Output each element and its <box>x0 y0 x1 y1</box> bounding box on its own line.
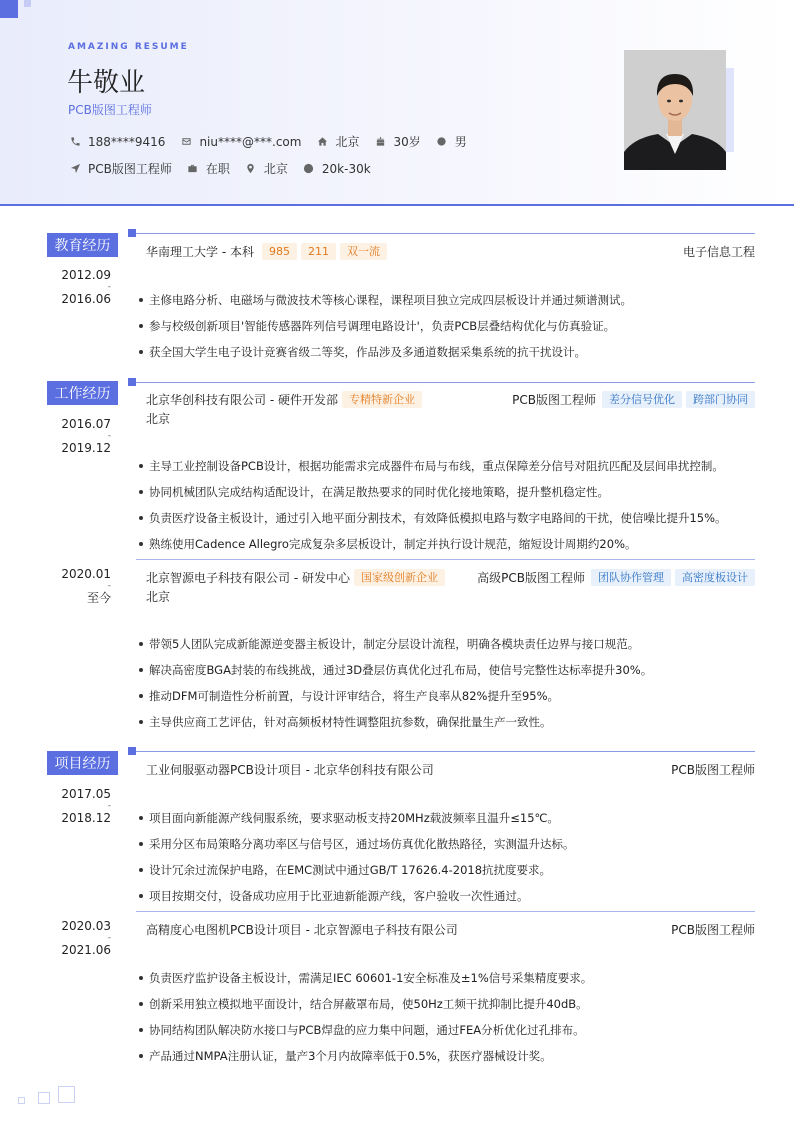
candidate-title: PCB版图工程师 <box>68 103 152 117</box>
project-entry-header <box>146 921 755 938</box>
work-dates <box>61 567 111 605</box>
list-item: 负责医疗监护设备主板设计，需满足IEC 60601-1安全标准及±1%信号采集精度要求。 <box>138 971 758 997</box>
work-dates <box>61 417 111 455</box>
section-marker <box>128 229 136 237</box>
major: 电子信息工程 <box>682 245 755 259</box>
project-bullets <box>138 971 758 1075</box>
company-name: 北京华创科技有限公司 - 硬件开发部 <box>146 393 338 407</box>
list-item: 主导工业控制设备PCB设计，根据功能需求完成器件布局与布线，重点保障差分信号对阻抗匹配及层间串扰控制。 <box>138 459 758 485</box>
footer-decoration <box>38 1092 50 1104</box>
project-bullets <box>138 811 758 915</box>
job-role: PCB版图工程师 <box>512 393 596 407</box>
company-tag: 国家级创新企业 <box>354 569 445 586</box>
home-icon <box>315 135 329 149</box>
list-item: 主修电路分析、电磁场与微波技术等核心课程，课程项目独立完成四层板设计并通过频谱测试。 <box>138 293 758 319</box>
list-item: 采用分区布局策略分离功率区与信号区，通过场仿真优化散热路径，实测温升达标。 <box>138 837 758 863</box>
school-tag: 211 <box>301 243 336 260</box>
email-text: niu****@***.com <box>199 134 302 149</box>
section-title-education: 教育经历 <box>47 233 118 257</box>
end-date: 2018.12 <box>61 811 111 825</box>
end-date: 2021.06 <box>61 943 111 957</box>
date-separator: - <box>107 933 111 943</box>
list-item: 推动DFM可制造性分析前置，与设计评审结合，将生产良率从82%提升至95%。 <box>138 689 758 715</box>
work-bullets <box>138 459 758 563</box>
target-city-info <box>244 160 288 177</box>
phone-icon <box>68 135 82 149</box>
company-name: 北京智源电子科技有限公司 - 研发中心 <box>146 571 350 585</box>
phone-text: 188****9416 <box>88 134 166 149</box>
target-city-text: 北京 <box>263 162 288 176</box>
project-dates <box>61 919 111 957</box>
city-text: 北京 <box>335 135 360 149</box>
email-info <box>179 135 301 149</box>
resume-eyebrow: AMAZING RESUME <box>68 42 189 52</box>
salary-info <box>302 162 371 176</box>
end-date: 至今 <box>86 591 111 605</box>
project-dates <box>61 787 111 825</box>
entry-divider <box>136 559 755 560</box>
list-item: 项目按期交付，设备成功应用于比亚迪新能源产线，客户验收一次性通过。 <box>138 889 758 915</box>
phone-info <box>68 135 165 149</box>
skill-tag: 差分信号优化 <box>602 391 682 408</box>
send-icon <box>68 162 82 176</box>
section-title-work: 工作经历 <box>47 381 118 405</box>
start-date: 2020.01 <box>61 567 111 581</box>
briefcase-icon <box>186 162 200 176</box>
date-separator: - <box>107 581 111 591</box>
city-info <box>315 133 359 150</box>
date-separator: - <box>107 431 111 441</box>
school-name: 华南理工大学 - 本科 <box>146 245 254 259</box>
age-info <box>373 133 420 150</box>
corner-decoration <box>0 0 18 18</box>
start-date: 2016.07 <box>61 417 111 431</box>
gender-info <box>435 133 467 150</box>
list-item: 带领5人团队完成新能源逆变器主板设计，制定分层设计流程，明确各模块责任边界与接口规范。 <box>138 637 758 663</box>
list-item: 设计冗余过流保护电路，在EMC测试中通过GB/T 17626.4-2018抗扰度要求。 <box>138 863 758 889</box>
list-item: 协同结构团队解决防水接口与PCB焊盘的应力集中问题，通过FEA分析优化过孔排布。 <box>138 1023 758 1049</box>
mail-icon <box>179 135 193 149</box>
project-role: PCB版图工程师 <box>671 923 755 937</box>
work-bullets <box>138 637 758 741</box>
section-divider <box>136 382 755 383</box>
list-item: 项目面向新能源产线伺服系统，要求驱动板支持20MHz载波频率且温升≤15℃。 <box>138 811 758 837</box>
footer-decoration <box>58 1086 75 1103</box>
work-location: 北京 <box>146 590 171 604</box>
list-item: 获全国大学生电子设计竞赛省级二等奖，作品涉及多通道数据采集系统的抗干扰设计。 <box>138 345 758 371</box>
contact-info-row <box>68 133 481 150</box>
section-title-projects: 项目经历 <box>47 751 118 775</box>
salary-text: 20k-30k <box>321 161 371 176</box>
end-date: 2019.12 <box>61 441 111 455</box>
resume-header <box>0 0 794 206</box>
date-separator: - <box>107 282 111 292</box>
work-entry-header <box>146 391 755 408</box>
candidate-photo <box>624 50 726 170</box>
money-icon <box>302 162 316 176</box>
status-info <box>186 160 230 177</box>
section-divider <box>136 751 755 752</box>
target-job-text: PCB版图工程师 <box>88 162 172 176</box>
list-item: 负责医疗设备主板设计，通过引入地平面分割技术，有效降低模拟电路与数字电路间的干扰，使信噪比提升15%。 <box>138 511 758 537</box>
list-item: 主导供应商工艺评估，针对高频板材特性调整阻抗参数，确保批量生产一致性。 <box>138 715 758 741</box>
education-entry-header <box>146 243 755 260</box>
education-dates <box>61 268 111 306</box>
gender-icon <box>435 135 449 149</box>
education-bullets <box>138 293 758 371</box>
age-text: 30岁 <box>393 135 421 149</box>
work-entry-header <box>146 569 755 586</box>
section-marker <box>128 378 136 386</box>
company-tag: 专精特新企业 <box>342 391 422 408</box>
skill-tag: 跨部门协同 <box>686 391 755 408</box>
skill-tag: 团队协作管理 <box>591 569 671 586</box>
cake-icon <box>373 135 387 149</box>
candidate-name: 牛敬业 <box>67 68 146 98</box>
status-text: 在职 <box>205 162 230 176</box>
job-info-row <box>68 160 385 177</box>
school-tag: 双一流 <box>340 243 387 260</box>
section-marker <box>128 747 136 755</box>
start-date: 2017.05 <box>61 787 111 801</box>
school-tag: 985 <box>262 243 297 260</box>
location-icon <box>244 162 258 176</box>
footer-decoration <box>18 1097 25 1104</box>
job-role: 高级PCB版图工程师 <box>477 571 585 585</box>
end-date: 2016.06 <box>61 292 111 306</box>
skill-tag: 高密度板设计 <box>675 569 755 586</box>
project-role: PCB版图工程师 <box>671 763 755 777</box>
project-entry-header <box>146 761 755 778</box>
list-item: 产品通过NMPA注册认证，量产3个月内故障率低于0.5%，获医疗器械设计奖。 <box>138 1049 758 1075</box>
list-item: 协同机械团队完成结构适配设计，在满足散热要求的同时优化接地策略，提升整机稳定性。 <box>138 485 758 511</box>
project-name: 工业伺服驱动器PCB设计项目 - 北京华创科技有限公司 <box>146 763 434 777</box>
list-item: 创新采用独立模拟地平面设计，结合屏蔽罩布局，使50Hz工频干扰抑制比提升40dB。 <box>138 997 758 1023</box>
entry-divider <box>136 911 755 912</box>
section-divider <box>136 233 755 234</box>
list-item: 解决高密度BGA封装的布线挑战，通过3D叠层仿真优化过孔布局，使信号完整性达标率提升30%。 <box>138 663 758 689</box>
list-item: 熟练使用Cadence Allegro完成复杂多层板设计，制定并执行设计规范，缩短设计周期约20%。 <box>138 537 758 563</box>
date-separator: - <box>107 801 111 811</box>
work-location: 北京 <box>146 412 171 426</box>
start-date: 2012.09 <box>61 268 111 282</box>
target-job-info <box>68 160 172 177</box>
start-date: 2020.03 <box>61 919 111 933</box>
gender-text: 男 <box>454 135 467 149</box>
project-name: 高精度心电图机PCB设计项目 - 北京智源电子科技有限公司 <box>146 923 458 937</box>
list-item: 参与校级创新项目'智能传感器阵列信号调理电路设计'，负责PCB层叠结构优化与仿真验证。 <box>138 319 758 345</box>
corner-decoration-small <box>24 0 31 7</box>
